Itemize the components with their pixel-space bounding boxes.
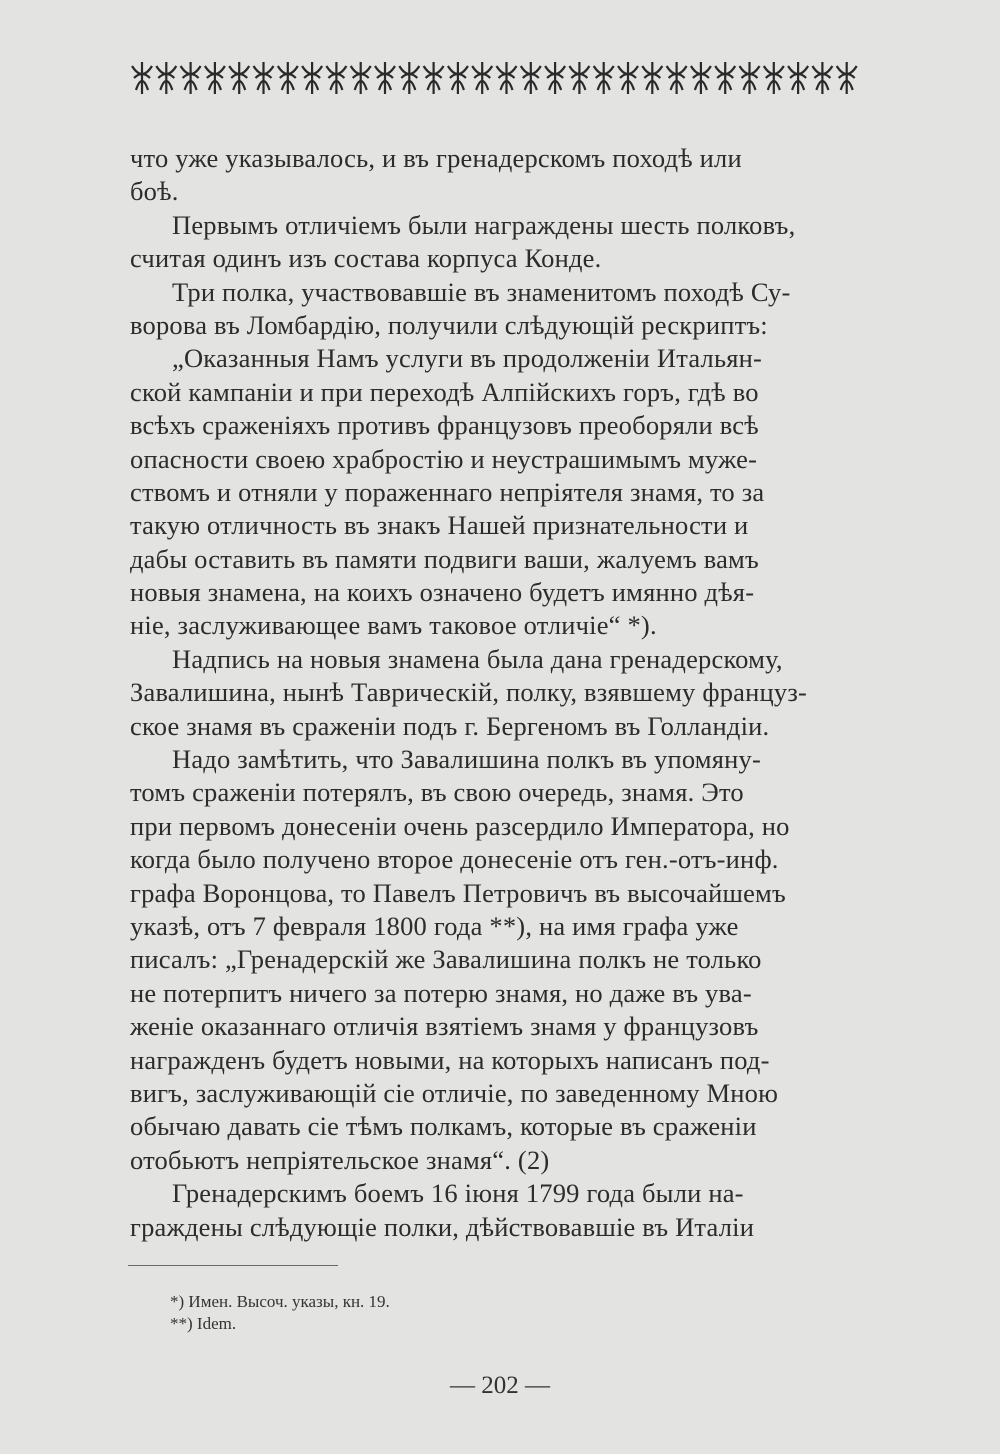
ornament-motif bbox=[278, 62, 298, 94]
text-line: Первымъ отличіемъ были награждены шесть полковъ, bbox=[172, 209, 796, 240]
text-line: томъ сраженіи потерялъ, въ свою очередь, знамя. Это bbox=[130, 777, 744, 808]
footnote-2: **) Idem. bbox=[170, 1314, 237, 1333]
ornament-motif bbox=[764, 62, 784, 94]
text-line: ніе, заслуживающее вамъ таковое отличіе“ *). bbox=[130, 610, 657, 641]
text-line: ствомъ и отняли у пораженнаго непріятеля знамя, то за bbox=[130, 476, 765, 507]
ornament-motif bbox=[181, 62, 201, 94]
ornament-motif bbox=[302, 62, 322, 94]
ornament-motif bbox=[132, 62, 152, 94]
ornament-motif bbox=[667, 62, 687, 94]
ornamental-header-band bbox=[130, 58, 860, 98]
ornament-motif bbox=[375, 62, 395, 94]
footnote-rule bbox=[128, 1265, 338, 1266]
footnote-1: *) Имен. Высоч. указы, кн. 19. bbox=[170, 1292, 390, 1311]
ornament-motif bbox=[618, 62, 638, 94]
ornament-motif bbox=[594, 62, 614, 94]
text-line: дабы оставить въ памяти подвиги ваши, жалуемъ вамъ bbox=[130, 543, 759, 574]
page-number: — 202 — bbox=[450, 1372, 550, 1399]
text-line: не потерпитъ ничего за потерю знамя, но даже въ ува- bbox=[130, 977, 752, 1008]
text-line: Три полка, участвовавшіе въ знаменитомъ походѣ Су- bbox=[172, 276, 791, 307]
ornament-motif bbox=[715, 62, 735, 94]
ornament-motif bbox=[788, 62, 808, 94]
ornament-motif bbox=[837, 62, 857, 94]
text-line: ской кампаніи и при переходѣ Алпійскихъ горъ, гдѣ во bbox=[130, 376, 759, 407]
text-line: Гренадерскимъ боемъ 16 іюня 1799 года были на- bbox=[172, 1178, 744, 1209]
text-line: при первомъ донесеніи очень разсердило Императора, но bbox=[130, 810, 790, 841]
ornament-motif bbox=[229, 62, 249, 94]
ornament-motif bbox=[497, 62, 517, 94]
text-line: писалъ: „Гренадерскій же Завалишина полкъ не только bbox=[130, 944, 762, 975]
ornament-motif bbox=[472, 62, 492, 94]
text-line: всѣхъ сраженіяхъ противъ французовъ преоборяли всѣ bbox=[130, 410, 759, 441]
text-line: ское знамя въ сраженіи подъ г. Бергеномъ въ Голландіи. bbox=[130, 710, 770, 741]
text-line: обычаю давать сіе тѣмъ полкамъ, которые въ сраженіи bbox=[130, 1111, 757, 1142]
footnotes bbox=[170, 1291, 390, 1335]
text-line: граждены слѣдующіе полки, дѣйствовавшіе въ Италіи bbox=[130, 1211, 755, 1242]
text-line: женіе оказаннаго отличія взятіемъ знамя у французовъ bbox=[130, 1011, 759, 1042]
ornament-motif bbox=[642, 62, 662, 94]
text-line: такую отличность въ знакъ Нашей признательности и bbox=[130, 510, 749, 541]
ornament-motif bbox=[399, 62, 419, 94]
ornament-motif bbox=[351, 62, 371, 94]
ornament-motif bbox=[545, 62, 565, 94]
text-line: графа Воронцова, то Павелъ Петровичъ въ высочайшемъ bbox=[130, 877, 786, 908]
text-line: ворова въ Ломбардію, получили слѣдующій рескриптъ: bbox=[130, 309, 768, 340]
ornament-motif bbox=[254, 62, 274, 94]
text-line: отобьютъ непріятельское знамя“. (2) bbox=[130, 1144, 550, 1175]
text-line: „Оказанныя Намъ услуги въ продолженіи Итальян- bbox=[172, 343, 763, 374]
text-line: Завалишина, нынѣ Таврическій, полку, взявшему француз- bbox=[130, 677, 808, 708]
ornament-motif bbox=[521, 62, 541, 94]
text-line: что уже указывалось, и въ гренадерскомъ походѣ или bbox=[130, 143, 742, 173]
ornament-motif bbox=[448, 62, 468, 94]
ornament-motif bbox=[691, 62, 711, 94]
body-text bbox=[130, 142, 855, 1244]
ornament-motif bbox=[326, 62, 346, 94]
text-line: вигъ, заслуживающій сіе отличіе, по заведенному Мною bbox=[130, 1077, 779, 1108]
text-line: указѣ, отъ 7 февраля 1800 года **), на имя графа уже bbox=[130, 910, 739, 941]
ornament-motif bbox=[205, 62, 225, 94]
text-line: когда было получено второе донесеніе отъ ген.-отъ-инф. bbox=[130, 844, 779, 875]
ornament-motif bbox=[156, 62, 176, 94]
text-line: считая одинъ изъ состава корпуса Конде. bbox=[130, 243, 602, 274]
ornament-motif bbox=[740, 62, 760, 94]
text-line: боѣ. bbox=[130, 176, 179, 207]
text-line: награжденъ будетъ новыми, на которыхъ написанъ под- bbox=[130, 1044, 770, 1075]
ornament-motif bbox=[569, 62, 589, 94]
ornament-motif bbox=[812, 62, 832, 94]
ornament-motif bbox=[424, 62, 444, 94]
text-line: Надпись на новыя знамена была дана гренадерскому, bbox=[172, 643, 783, 674]
text-line: опасности своею храбростію и неустрашимымъ муже- bbox=[130, 443, 758, 474]
text-line: новыя знамена, на коихъ означено будетъ имянно дѣя- bbox=[130, 577, 755, 608]
text-line: Надо замѣтить, что Завалишина полкъ въ упомяну- bbox=[172, 744, 761, 775]
